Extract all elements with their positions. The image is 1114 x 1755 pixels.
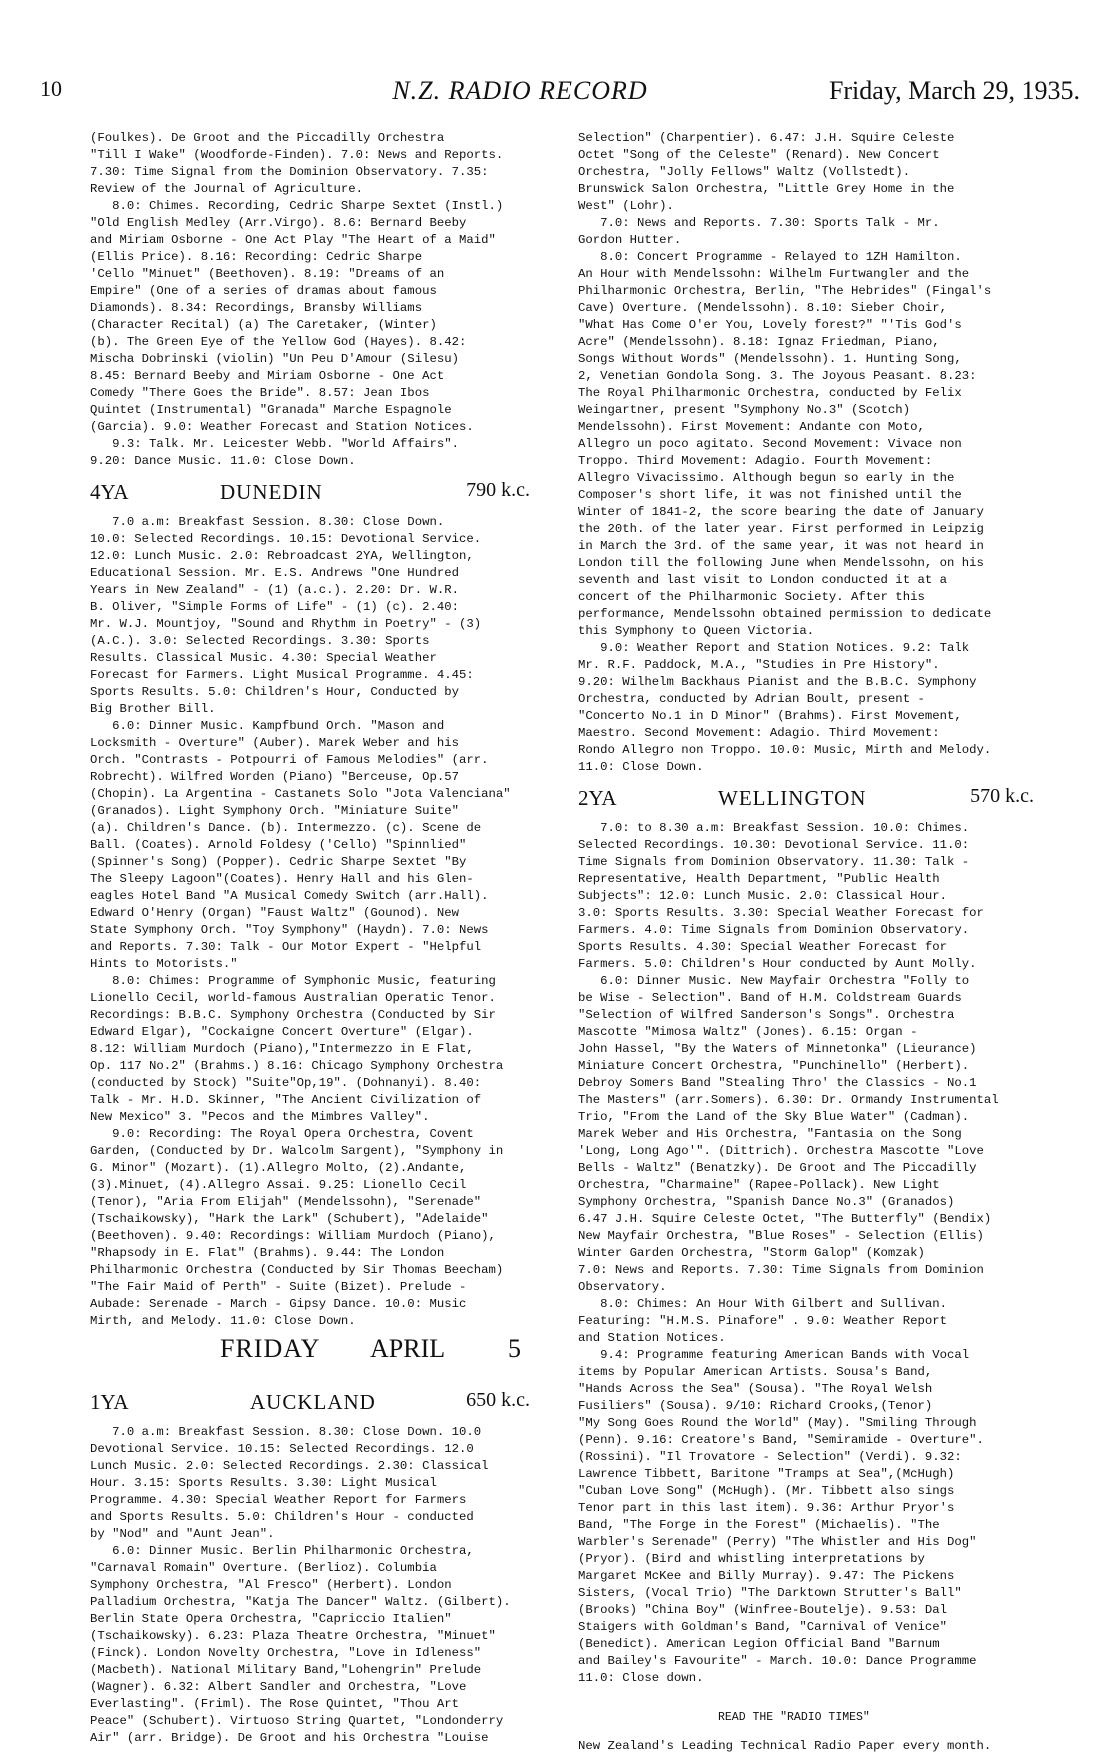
text-line: (conducted by Stock) "Suite"Op,19". (Dohnanyi). 8.40:	[90, 1076, 482, 1090]
station-call: 4YA	[90, 480, 129, 504]
text-line: Allegro un poco agitato. Second Movement: Vivace non	[578, 437, 962, 451]
text-line: The Masters" (arr.Somers). 6.30: Dr. Ormandy Instrumental	[578, 1093, 999, 1107]
station-city: DUNEDIN	[220, 480, 323, 504]
station-frequency: 650 k.c.	[466, 1389, 530, 1411]
intro-block	[90, 130, 548, 470]
text-line: "Selection of Wilfred Sanderson's Songs". Orchestra	[578, 1008, 955, 1022]
text-line: 9.20: Dance Music. 11.0: Close Down.	[90, 454, 356, 468]
text-line: New Mayfair Orchestra, "Blue Roses" - Selection (Ellis)	[578, 1229, 984, 1243]
station-call: 2YA	[578, 786, 617, 810]
text-line: Sports Results. 5.0: Children's Hour, Conducted by	[90, 685, 459, 699]
text-line: "What Has Come O'er You, Lovely forest?" "'Tis God's	[578, 318, 962, 332]
station-header-wellington	[578, 782, 1052, 816]
text-line: Maestro. Second Movement: Adagio. Third Movement:	[578, 726, 940, 740]
text-line: Robrecht). Wilfred Worden (Piano) "Berceuse, Op.57	[90, 770, 459, 784]
text-line: concert of the Philharmonic Society. After this	[578, 590, 925, 604]
text-line: Symphony Orchestra, "Al Fresco" (Herbert). London	[90, 1578, 452, 1592]
text-line: Garden, (Conducted by Dr. Walcolm Sargent), "Symphony in	[90, 1144, 504, 1158]
text-line: Sisters, (Vocal Trio) "The Darktown Strutter's Ball"	[578, 1586, 962, 1600]
text-line: 7.30: Time Signal from the Dominion Observatory. 7.35:	[90, 165, 489, 179]
text-line: Farmers. 5.0: Children's Hour conducted by Aunt Molly.	[578, 957, 977, 971]
text-line: Farmers. 4.0: Time Signals from Dominion Observatory.	[578, 923, 970, 937]
text-line: Peace" (Schubert). Virtuoso String Quartet, "Londonderry	[90, 1714, 504, 1728]
text-line: Hour. 3.15: Sports Results. 3.30: Light Musical	[90, 1476, 437, 1490]
text-line: Op. 117 No.2" (Brahms.) 8.16: Chicago Symphony Orchestra	[90, 1059, 504, 1073]
text-line: Orch. "Contrasts - Potpourri of Famous Melodies" (arr.	[90, 753, 489, 767]
text-line: 7.0: News and Reports. 7.30: Sports Talk - Mr.	[578, 216, 940, 230]
text-line: the 20th. of the later year. First performed in Leipzig	[578, 522, 984, 536]
text-line: (Rossini). "Il Trovatore - Selection" (Verdi). 9.32:	[578, 1450, 962, 1464]
text-line: Selected Recordings. 10.30: Devotional Service. 11.0:	[578, 838, 970, 852]
text-line: Winter Garden Orchestra, "Storm Galop" (Komzak)	[578, 1246, 925, 1260]
text-line: (Ellis Price). 8.16: Recording: Cedric Sharpe	[90, 250, 423, 264]
text-line: by "Nod" and "Aunt Jean".	[90, 1527, 275, 1541]
text-line: (Tenor), "Aria From Elijah" (Mendelssohn), "Serenade"	[90, 1195, 482, 1209]
text-line: Weingartner, present "Symphony No.3" (Scotch)	[578, 403, 911, 417]
text-line: Rondo Allegro non Troppo. 10.0: Music, Mirth and Melody.	[578, 743, 992, 757]
text-line: Lionello Cecil, world-famous Australian Operatic Tenor.	[90, 991, 496, 1005]
text-line: 9.0: Recording: The Royal Opera Orchestra, Covent	[90, 1127, 474, 1141]
text-line: B. Oliver, "Simple Forms of Life" - (1) (c). 2.40:	[90, 600, 459, 614]
station-frequency: 790 k.c.	[466, 479, 530, 501]
text-line: (Brooks) "China Boy" (Winfree-Boutelje). 9.53: Dal	[578, 1603, 947, 1617]
auckland-continued	[578, 130, 1052, 776]
text-line: 8.0: Chimes. Recording, Cedric Sharpe Sextet (Instl.)	[90, 199, 504, 213]
text-line: Mr. W.J. Mountjoy, "Sound and Rhythm in Poetry" - (3)	[90, 617, 482, 631]
text-line: 9.4: Programme featuring American Bands with Vocal	[578, 1348, 970, 1362]
text-line: Trio, "From the Land of the Sky Blue Water" (Cadman).	[578, 1110, 970, 1124]
text-line: Locksmith - Overture" (Auber). Marek Weber and his	[90, 736, 459, 750]
text-line: 8.45: Bernard Beeby and Miriam Osborne - One Act	[90, 369, 445, 383]
text-line: Aubade: Serenade - March - Gipsy Dance. 10.0: Music	[90, 1297, 467, 1311]
advert-heading: READ THE "RADIO TIMES"	[718, 1711, 870, 1724]
text-line: Band, "The Forge in the Forest" (Michaelis). "The	[578, 1518, 940, 1532]
text-line: "Till I Wake" (Woodforde-Finden). 7.0: News and Reports.	[90, 148, 504, 162]
text-line: Time Signals from Dominion Observatory. 11.30: Talk -	[578, 855, 970, 869]
text-line: Lawrence Tibbett, Baritone "Tramps at Sea",(McHugh)	[578, 1467, 955, 1481]
text-line: Results. Classical Music. 4.30: Special Weather	[90, 651, 437, 665]
publication-title: N.Z. RADIO RECORD	[392, 76, 648, 105]
text-line: Everlasting". (Friml). The Rose Quintet, "Thou Art	[90, 1697, 459, 1711]
text-line: 8.12: William Murdoch (Piano),"Intermezzo in E Flat,	[90, 1042, 474, 1056]
text-line: Recordings: B.B.C. Symphony Orchestra (Conducted by Sir	[90, 1008, 496, 1022]
text-line: Brunswick Salon Orchestra, "Little Grey Home in the	[578, 182, 955, 196]
text-line: An Hour with Mendelssohn: Wilhelm Furtwangler and the	[578, 267, 970, 281]
text-line: Allegro Vivacissimo. Although begun so early in the	[578, 471, 955, 485]
text-line: Subjects": 12.0: Lunch Music. 2.0: Classical Hour.	[578, 889, 947, 903]
text-line: 10.0: Selected Recordings. 10.15: Devotional Service.	[90, 532, 482, 546]
text-line: London till the following June when Mendelssohn, on his	[578, 556, 984, 570]
text-line: Empire" (One of a series of dramas about famous	[90, 284, 437, 298]
text-line: 7.0 a.m: Breakfast Session. 8.30: Close Down. 10.0	[90, 1425, 482, 1439]
advert-tagline: New Zealand's Leading Technical Radio Paper every month.	[578, 1739, 992, 1753]
text-line: Edward Elgar), "Cockaigne Concert Overture" (Elgar).	[90, 1025, 474, 1039]
text-line: (3).Minuet, (4).Allegro Assai. 9.25: Lionello Cecil	[90, 1178, 467, 1192]
text-line: G. Minor" (Mozart). (1).Allegro Molto, (2).Andante,	[90, 1161, 467, 1175]
text-line: Warbler's Serenade" (Perry) "The Whistler and His Dog"	[578, 1535, 977, 1549]
text-line: (b). The Green Eye of the Yellow God (Hayes). 8.42:	[90, 335, 467, 349]
text-line: 6.47 J.H. Squire Celeste Octet, "The Butterfly" (Bendix)	[578, 1212, 992, 1226]
text-line: 6.0: Dinner Music. Kampfbund Orch. "Mason and	[90, 719, 445, 733]
station-header-dunedin	[90, 476, 548, 510]
text-line: (Finck). London Novelty Orchestra, "Love in Idleness"	[90, 1646, 482, 1660]
left-column	[90, 130, 548, 1747]
text-line: seventh and last visit to London conducted it at a	[578, 573, 947, 587]
text-line: Edward O'Henry (Organ) "Faust Waltz" (Gounod). New	[90, 906, 459, 920]
text-line: 2, Venetian Gondola Song. 3. The Joyous Peasant. 8.23:	[578, 369, 977, 383]
text-line: "The Fair Maid of Perth" - Suite (Bizet). Prelude -	[90, 1280, 467, 1294]
day-number: 5	[508, 1334, 521, 1363]
text-line: John Hassel, "By the Waters of Minnetonka" (Lieurance)	[578, 1042, 977, 1056]
text-line: "Cuban Love Song" (McHugh). (Mr. Tibbett also sings	[578, 1484, 955, 1498]
text-line: 11.0: Close down.	[578, 1671, 704, 1685]
text-line: Miniature Concert Orchestra, "Punchinello" (Herbert).	[578, 1059, 970, 1073]
text-line: 11.0: Close Down.	[578, 760, 704, 774]
text-line: "Concerto No.1 in D Minor" (Brahms). First Movement,	[578, 709, 962, 723]
day-name: FRIDAY	[220, 1334, 321, 1363]
text-line: Mendelssohn). First Movement: Andante con Moto,	[578, 420, 925, 434]
text-line: (Penn). 9.16: Creatore's Band, "Semiramide - Overture".	[578, 1433, 984, 1447]
text-line: Staigers with Goldman's Band, "Carnival of Venice"	[578, 1620, 947, 1634]
text-line: Orchestra, conducted by Adrian Boult, present -	[578, 692, 925, 706]
text-line: 7.0 a.m: Breakfast Session. 8.30: Close Down.	[90, 515, 445, 529]
text-line: "Hands Across the Sea" (Sousa). "The Royal Welsh	[578, 1382, 933, 1396]
text-line: Composer's short life, it was not finished until the	[578, 488, 962, 502]
text-line: 3.0: Sports Results. 3.30: Special Weather Forecast for	[578, 906, 984, 920]
advert-footer	[578, 1709, 1052, 1755]
text-line: (Macbeth). National Military Band,"Lohengrin" Prelude	[90, 1663, 482, 1677]
page-header	[40, 76, 1080, 116]
text-line: and Bailey's Favourite" - March. 10.0: Dance Programme	[578, 1654, 977, 1668]
text-line: Talk - Mr. H.D. Skinner, "The Ancient Civilization of	[90, 1093, 482, 1107]
text-line: (Benedict). American Legion Official Band "Barnum	[578, 1637, 940, 1651]
text-line: 6.0: Dinner Music. Berlin Philharmonic Orchestra,	[90, 1544, 474, 1558]
text-line: and Miriam Osborne - One Act Play "The Heart of a Maid"	[90, 233, 496, 247]
text-line: 7.0: to 8.30 a.m: Breakfast Session. 10.0: Chimes.	[578, 821, 970, 835]
text-line: Songs Without Words" (Mendelssohn). 1. Hunting Song,	[578, 352, 962, 366]
text-line: Palladium Orchestra, "Katja The Dancer" Waltz. (Gilbert).	[90, 1595, 511, 1609]
text-line: (A.C.). 3.0: Selected Recordings. 3.30: Sports	[90, 634, 430, 648]
text-line: 8.0: Chimes: An Hour With Gilbert and Sullivan.	[578, 1297, 947, 1311]
text-line: Diamonds). 8.34: Recordings, Bransby Williams	[90, 301, 423, 315]
text-line: Sports Results. 4.30: Special Weather Forecast for	[578, 940, 947, 954]
text-line: (Garcia). 9.0: Weather Forecast and Station Notices.	[90, 420, 474, 434]
text-line: Margaret McKee and Billy Murray). 9.47: The Pickens	[578, 1569, 955, 1583]
text-line: Debroy Somers Band "Stealing Thro' the Classics - No.1	[578, 1076, 977, 1090]
text-line: West" (Lohr).	[578, 199, 674, 213]
text-line: Quintet (Instrumental) "Granada" Marche Espagnole	[90, 403, 452, 417]
text-line: Marek Weber and His Orchestra, "Fantasia on the Song	[578, 1127, 962, 1141]
text-line: Educational Session. Mr. E.S. Andrews "One Hundred	[90, 566, 459, 580]
text-line: this Symphony to Queen Victoria.	[578, 624, 815, 638]
text-line: 'Cello "Minuet" (Beethoven). 8.19: "Dreams of an	[90, 267, 445, 281]
text-line: Observatory.	[578, 1280, 667, 1294]
page-number: 10	[40, 76, 62, 101]
text-line: (Tschaikowsky), "Hark the Lark" (Schubert), "Adelaide"	[90, 1212, 489, 1226]
text-line: Berlin State Opera Orchestra, "Capriccio Italien"	[90, 1612, 452, 1626]
text-line: 8.0: Chimes: Programme of Symphonic Music, featuring	[90, 974, 496, 988]
text-line: "My Song Goes Round the World" (May). "Smiling Through	[578, 1416, 977, 1430]
text-line: Cave) Overture. (Mendelssohn). 8.10: Sieber Choir,	[578, 301, 947, 315]
text-line: The Royal Philharmonic Orchestra, conducted by Felix	[578, 386, 962, 400]
text-line: (a). Children's Dance. (b). Intermezzo. (c). Scene de	[90, 821, 482, 835]
text-line: Years in New Zealand" - (1) (a.c.). 2.20: Dr. W.R.	[90, 583, 459, 597]
text-line: The Sleepy Lagoon"(Coates). Henry Hall and his Glen-	[90, 872, 474, 886]
text-line: Mascotte "Mimosa Waltz" (Jones). 6.15: Organ -	[578, 1025, 918, 1039]
text-line: performance, Mendelssohn obtained permission to dedicate	[578, 607, 992, 621]
text-line: be Wise - Selection". Band of H.M. Coldstream Guards	[578, 991, 962, 1005]
text-line: (Tschaikowsky). 6.23: Plaza Theatre Orchestra, "Minuet"	[90, 1629, 496, 1643]
text-line: Symphony Orchestra, "Spanish Dance No.3" (Granados)	[578, 1195, 955, 1209]
text-line: Mischa Dobrinski (violin) "Un Peu D'Amour (Silesu)	[90, 352, 459, 366]
station-header-auckland	[90, 1386, 548, 1420]
text-line: "Rhapsody in E. Flat" (Brahms). 9.44: The London	[90, 1246, 445, 1260]
text-line: "Old English Medley (Arr.Virgo). 8.6: Bernard Beeby	[90, 216, 467, 230]
text-line: Mirth, and Melody. 11.0: Close Down.	[90, 1314, 356, 1328]
text-line: (Spinner's Song) (Popper). Cedric Sharpe Sextet "By	[90, 855, 467, 869]
text-line: (Chopin). La Argentina - Castanets Solo "Jota Valenciana"	[90, 787, 511, 801]
text-line: Octet "Song of the Celeste" (Renard). New Concert	[578, 148, 940, 162]
station-frequency: 570 k.c.	[970, 785, 1034, 807]
wellington-programme	[578, 820, 1052, 1687]
text-line: and Reports. 7.30: Talk - Our Motor Expert - "Helpful	[90, 940, 482, 954]
text-line: Fusiliers" (Sousa). 9/10: Richard Crooks,(Tenor)	[578, 1399, 933, 1413]
text-line: and Sports Results. 5.0: Children's Hour - conducted	[90, 1510, 474, 1524]
day-header	[90, 1334, 548, 1380]
text-line: Tenor part in this last item). 9.36: Arthur Pryor's	[578, 1501, 955, 1515]
text-line: Devotional Service. 10.15: Selected Recordings. 12.0	[90, 1442, 474, 1456]
text-line: eagles Hotel Band "A Musical Comedy Switch (arr.Hall).	[90, 889, 489, 903]
text-line: (Granados). Light Symphony Orch. "Miniature Suite"	[90, 804, 459, 818]
dunedin-programme	[90, 514, 548, 1330]
station-city: AUCKLAND	[250, 1390, 376, 1414]
text-line: (Pryor). (Bird and whistling interpretations by	[578, 1552, 925, 1566]
text-line: 8.0: Concert Programme - Relayed to 1ZH Hamilton.	[578, 250, 962, 264]
text-line: 12.0: Lunch Music. 2.0: Rebroadcast 2YA, Wellington,	[90, 549, 474, 563]
text-line: and Station Notices.	[578, 1331, 726, 1345]
text-line: Forecast for Farmers. Light Musical Programme. 4.45:	[90, 668, 474, 682]
text-line: 7.0: News and Reports. 7.30: Time Signals from Dominion	[578, 1263, 984, 1277]
text-line: Troppo. Third Movement: Adagio. Fourth Movement:	[578, 454, 933, 468]
text-line: Lunch Music. 2.0: Selected Recordings. 2.30: Classical	[90, 1459, 489, 1473]
station-call: 1YA	[90, 1390, 129, 1414]
text-line: (Beethoven). 9.40: Recordings: William Murdoch (Piano),	[90, 1229, 496, 1243]
text-line: State Symphony Orch. "Toy Symphony" (Haydn). 7.0: News	[90, 923, 489, 937]
station-city: WELLINGTON	[718, 786, 867, 810]
text-line: Acre" (Mendelssohn). 8.18: Ignaz Friedman, Piano,	[578, 335, 940, 349]
text-line: Hints to Motorists."	[90, 957, 238, 971]
month-name: APRIL	[370, 1334, 446, 1363]
issue-date: Friday, March 29, 1935.	[828, 76, 1080, 105]
text-line: New Mexico" 3. "Pecos and the Mimbres Valley".	[90, 1110, 430, 1124]
text-line: (Character Recital) (a) The Caretaker, (Winter)	[90, 318, 437, 332]
text-line: in March the 3rd. of the same year, it was not heard in	[578, 539, 984, 553]
text-line: (Foulkes). De Groot and the Piccadilly Orchestra	[90, 131, 445, 145]
text-line: Mr. R.F. Paddock, M.A., "Studies in Pre History".	[578, 658, 940, 672]
text-line: Philharmonic Orchestra (Conducted by Sir Thomas Beecham)	[90, 1263, 504, 1277]
text-line: Selection" (Charpentier). 6.47: J.H. Squire Celeste	[578, 131, 955, 145]
text-line: Comedy "There Goes the Bride". 8.57: Jean Ibos	[90, 386, 430, 400]
text-line: Orchestra, "Charmaine" (Rapee-Pollack). New Light	[578, 1178, 940, 1192]
text-line: Ball. (Coates). Arnold Foldesy ('Cello) "Spinnlied"	[90, 838, 467, 852]
text-line: Philharmonic Orchestra, Berlin, "The Hebrides" (Fingal's	[578, 284, 992, 298]
text-line: 6.0: Dinner Music. New Mayfair Orchestra "Folly to	[578, 974, 970, 988]
text-line: Review of the Journal of Agriculture.	[90, 182, 364, 196]
text-line: "Carnaval Romain" Overture. (Berlioz). Columbia	[90, 1561, 437, 1575]
text-line: 'Long, Long Ago'". (Dittrich). Orchestra Mascotte "Love	[578, 1144, 984, 1158]
right-column	[578, 130, 1052, 1755]
text-line: 9.20: Wilhelm Backhaus Pianist and the B.B.C. Symphony	[578, 675, 977, 689]
text-line: Big Brother Bill.	[90, 702, 216, 716]
text-line: Gordon Hutter.	[578, 233, 682, 247]
text-line: Featuring: "H.M.S. Pinafore" . 9.0: Weather Report	[578, 1314, 947, 1328]
text-line: Orchestra, "Jolly Fellows" Waltz (Vollstedt).	[578, 165, 911, 179]
text-line: items by Popular American Artists. Sousa's Band,	[578, 1365, 933, 1379]
text-line: Representative, Health Department, "Public Health	[578, 872, 940, 886]
text-line: Programme. 4.30: Special Weather Report for Farmers	[90, 1493, 467, 1507]
text-line: Air" (arr. Bridge). De Groot and his Orchestra "Louise	[90, 1731, 489, 1745]
text-line: Bells - Waltz" (Benatzky). De Groot and The Piccadilly	[578, 1161, 977, 1175]
auckland-programme	[90, 1424, 548, 1747]
text-line: 9.0: Weather Report and Station Notices. 9.2: Talk	[578, 641, 970, 655]
text-line: 9.3: Talk. Mr. Leicester Webb. "World Affairs".	[90, 437, 459, 451]
text-line: (Wagner). 6.32: Albert Sandler and Orchestra, "Love	[90, 1680, 467, 1694]
text-line: Winter of 1841-2, the score bearing the date of January	[578, 505, 984, 519]
